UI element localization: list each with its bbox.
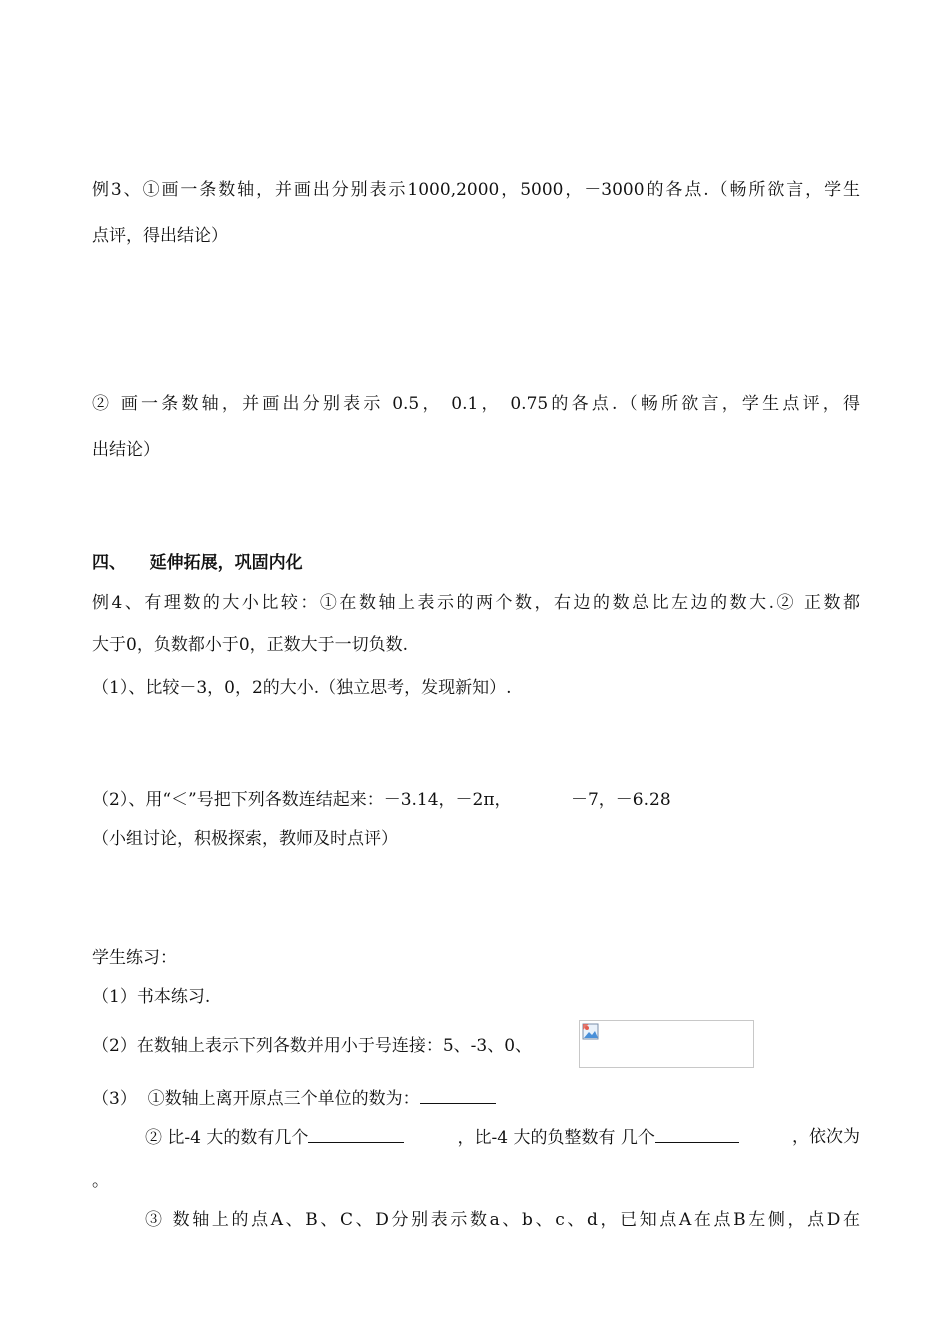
example-4-line-2: 大于0，负数都小于0，正数大于一切负数.	[92, 635, 409, 655]
example-3-line-1: 例3、①画一条数轴，并画出分别表示1000,2000，5000，－3000的各点.（畅所欲言，学生	[92, 180, 860, 200]
broken-image-icon	[582, 1023, 600, 1041]
practice-item-3b-text-3: ，依次为	[792, 1127, 860, 1147]
practice-item-3b	[145, 1124, 860, 1151]
missing-image-placeholder	[579, 1020, 754, 1068]
example-4-question-2: （2）、用“＜”号把下列各数连结起来：－3.14，－2π， －7，－6.28	[92, 790, 671, 810]
practice-item-3b-segment-2	[458, 1124, 739, 1151]
answer-blank-3[interactable]	[655, 1124, 739, 1143]
example-4-question-2-note: （小组讨论，积极探索，教师及时点评）	[92, 829, 398, 849]
practice-item-3b-segment-1	[145, 1124, 404, 1151]
practice-item-2: （2）在数轴上表示下列各数并用小于号连接：5、-3、0、	[92, 1036, 533, 1056]
example-3-line-3: ② 画一条数轴，并画出分别表示 0.5， 0.1， 0.75的各点.（畅所欲言，学生点评，得	[92, 394, 860, 414]
example-3-line-2: 点评，得出结论）	[92, 226, 228, 246]
practice-item-1: （1）书本练习.	[92, 987, 211, 1007]
practice-item-3b-text-1: ② 比-4 大的数有几个	[145, 1128, 309, 1148]
section-4-heading: 四、 延伸拓展，巩固内化	[92, 553, 303, 573]
practice-item-3b-end: 。	[92, 1171, 109, 1191]
answer-blank-1[interactable]	[420, 1085, 496, 1104]
example-4-question-1: （1）、比较－3，0，2的大小.（独立思考，发现新知）.	[92, 678, 512, 698]
example-4-line-1: 例4、有理数的大小比较：①在数轴上表示的两个数，右边的数总比左边的数大.② 正数都	[92, 593, 860, 613]
practice-item-3b-text-2: ，比-4 大的负整数有 几个	[457, 1128, 655, 1148]
practice-title: 学生练习：	[92, 948, 177, 968]
practice-item-3c: ③ 数轴上的点A、B、C、D分别表示数a、b、c、d，已知点A在点B左侧，点D在	[145, 1210, 860, 1230]
practice-item-3a-text: （3） ①数轴上离开原点三个单位的数为：	[92, 1089, 420, 1109]
example-3-line-4: 出结论）	[92, 440, 160, 460]
answer-blank-2[interactable]	[308, 1124, 404, 1143]
practice-item-3a	[92, 1085, 860, 1112]
